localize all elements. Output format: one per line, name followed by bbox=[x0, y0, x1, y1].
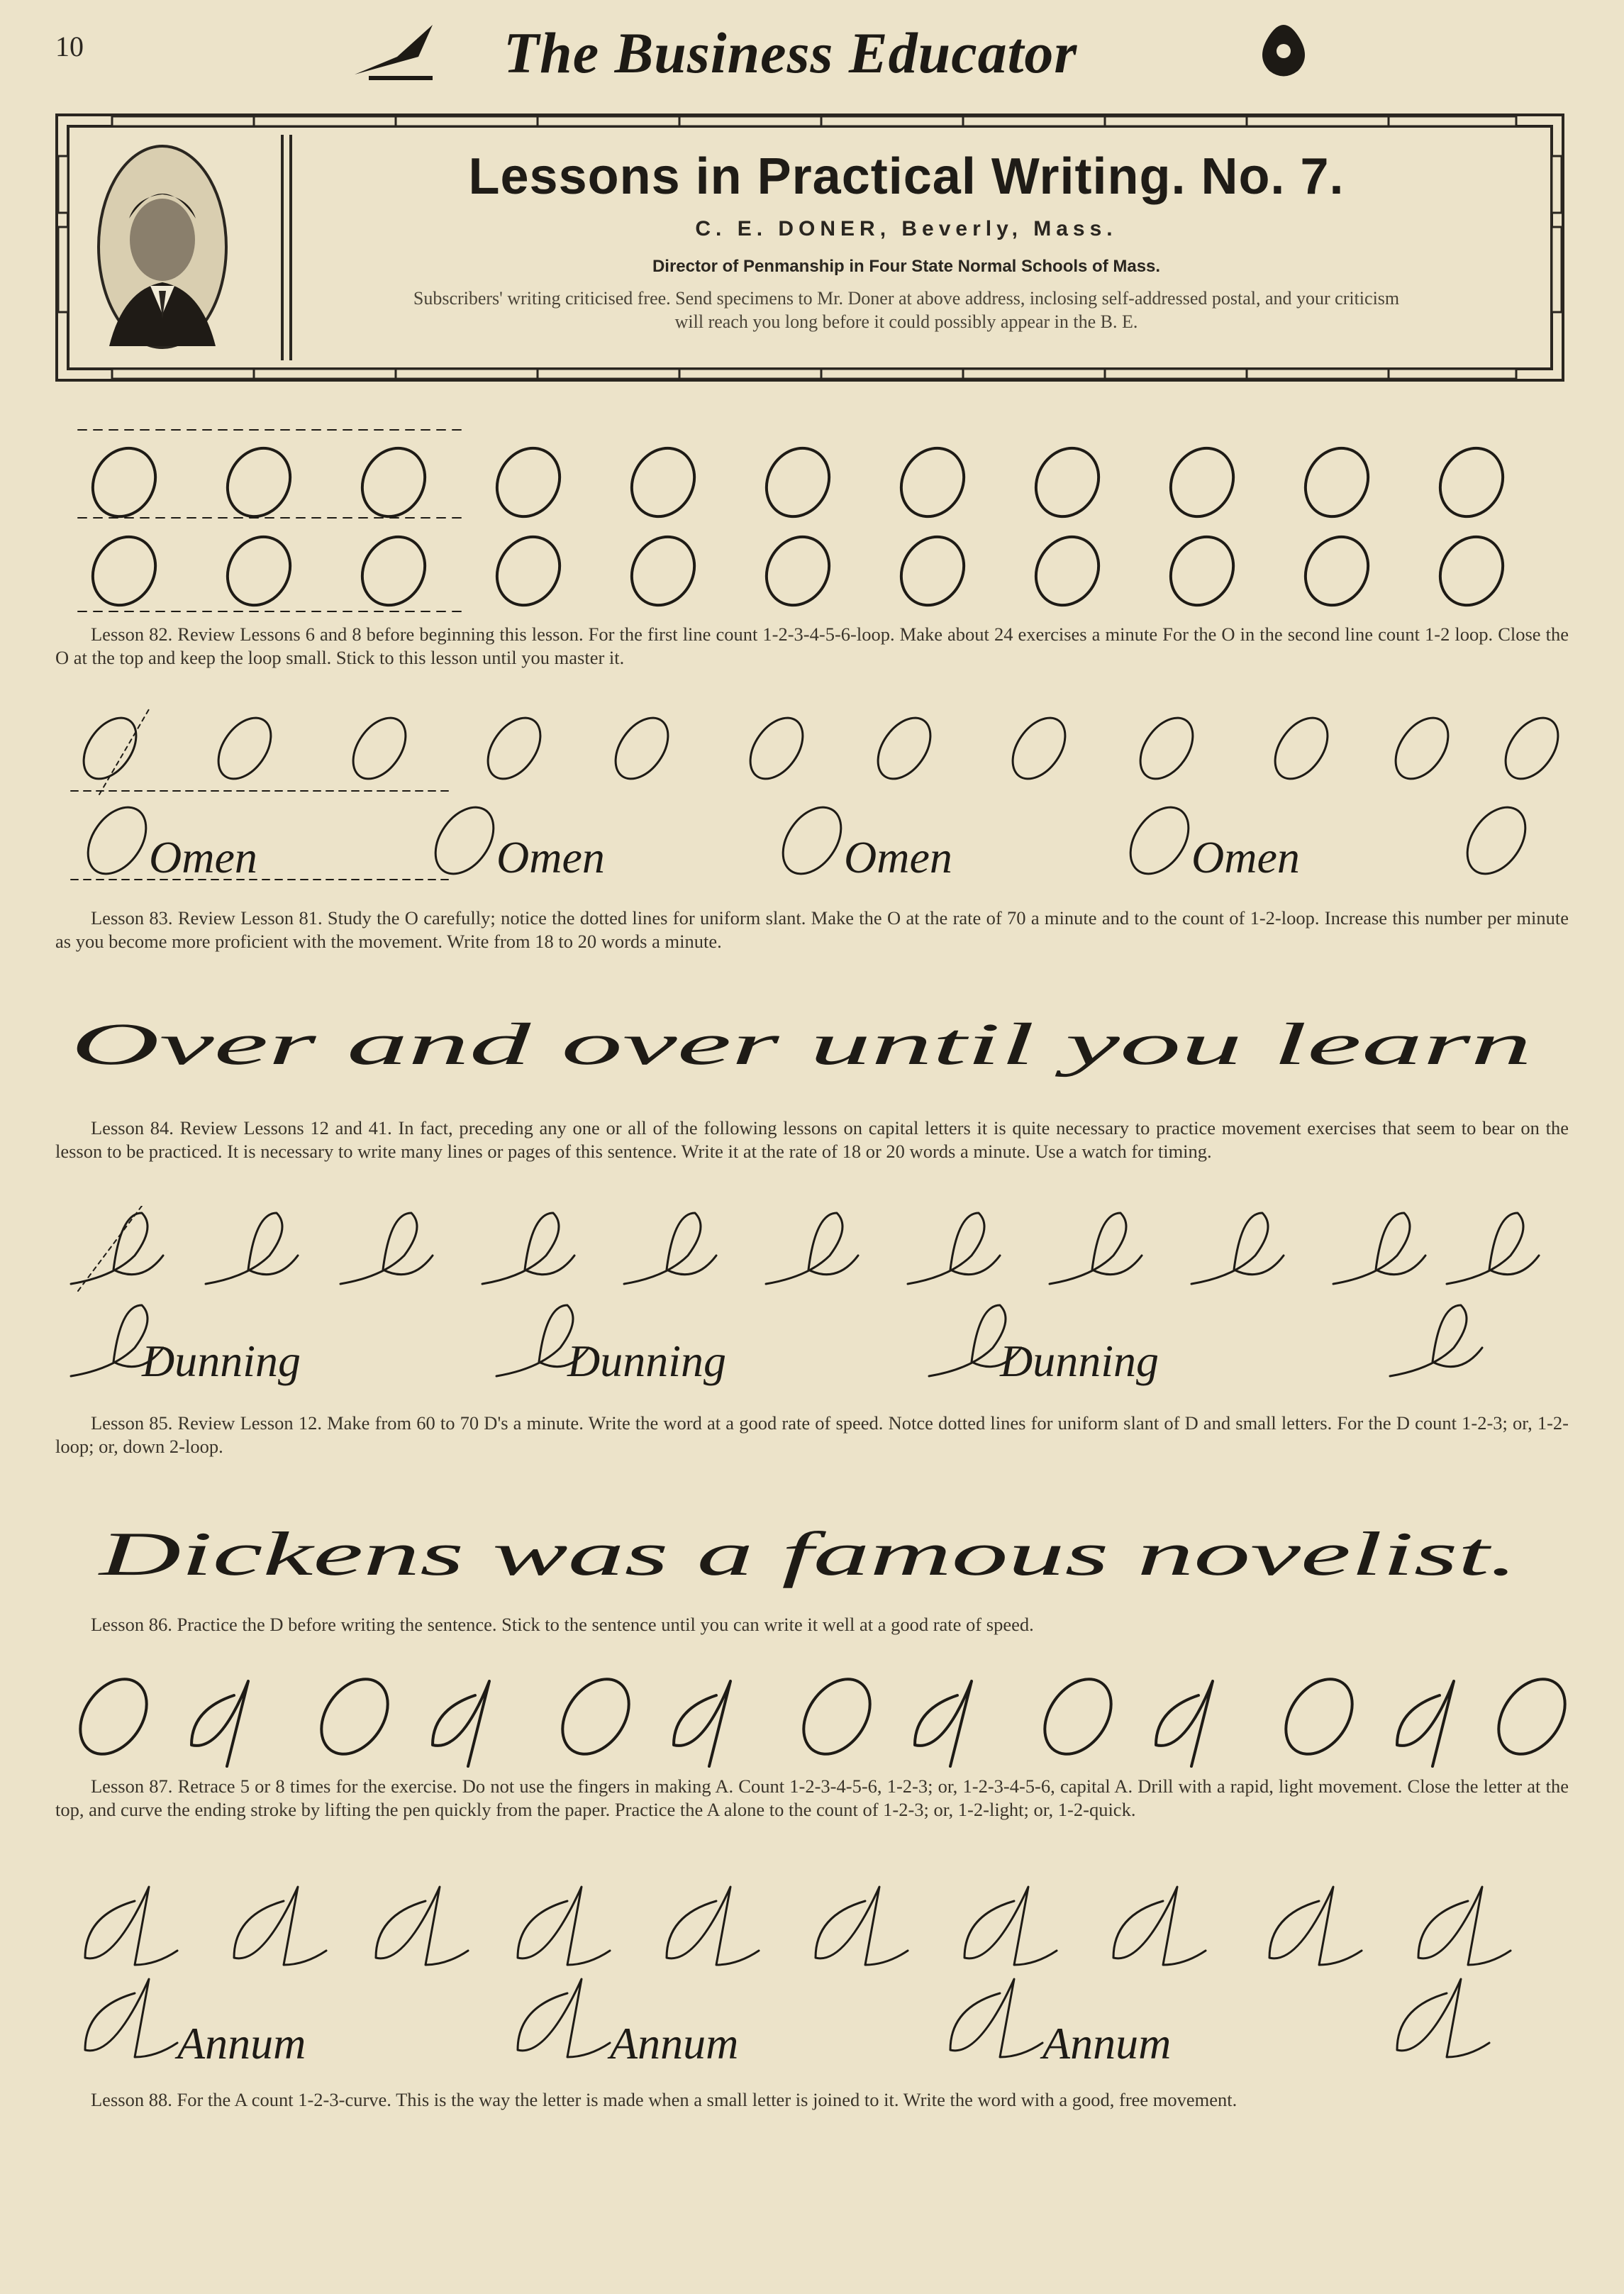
masthead-title: The Business Educator bbox=[504, 21, 1078, 85]
dunning-word-3: Dunning bbox=[1000, 1336, 1159, 1386]
lesson-header-box bbox=[55, 113, 1564, 382]
dunning-word-2: Dunning bbox=[567, 1336, 726, 1386]
lesson-82-specimen bbox=[57, 419, 1574, 617]
lesson-85-caption: Lesson 85. Review Lesson 12. Make from 60 to 70 D's a minute. Write the word at a good rate of speed. Notce dotted lines for uniform slant of D and small letters. For the D count 1-2-3; or, 1-2-loop; or, down 2-loop. bbox=[55, 1412, 1569, 1457]
lesson-86-specimen bbox=[57, 1483, 1574, 1617]
lesson-83-caption: Lesson 83. Review Lesson 81. Study the O carefully; notice the dotted lines for uniform slant. Make the O at the rate of 70 a minute and to the count of 1-2-loop. Increase this number per minute as you become more proficient with the movement. Write from 18 to 20 words a minute. bbox=[55, 907, 1569, 952]
director-line: Director of Penmanship in Four State Normal Schools of Mass. bbox=[652, 257, 1161, 276]
capital-a-exercise bbox=[57, 1873, 1574, 2078]
lesson-84-caption: Lesson 84. Review Lessons 12 and 41. In fact, preceding any one or all of the following lessons on capital letters it is quite necessary to practice movement exercises that seem to bear on the lesson to be practiced. It is necessary to write many lines or pages of this sentence. Write it at the rate of 18 or 20 words a minute. Use a watch for timing. bbox=[55, 1117, 1569, 1162]
retrace-o-a-exercise bbox=[57, 1660, 1574, 1773]
author-portrait bbox=[95, 140, 230, 353]
sentence-over-and-over bbox=[57, 979, 1574, 1099]
lesson-87-specimen bbox=[57, 1660, 1574, 1773]
capital-o-exercise bbox=[57, 702, 1574, 894]
lesson-86-caption: Lesson 86. Practice the D before writing the sentence. Stick to the sentence until you can write it well at a good rate of speed. bbox=[91, 1614, 1034, 1635]
omen-word-4: Omen bbox=[1191, 832, 1300, 882]
annum-word-1: Annum bbox=[177, 2018, 306, 2068]
dickens-sentence: Dickens was a famous novelist. bbox=[98, 1520, 1518, 1589]
lesson-87-caption: Lesson 87. Retrace 5 or 8 times for the exercise. Do not use the fingers in making A. Count 1-2-3-4-5-6, 1-2-3; or, 1-2-3-4-5-6, capital A. Drill with a rapid, light movement. Close the letter at the top, and curve the ending stroke by lifting the pen quickly from the paper. Practice the A alone to the count of 1-2-3; or, 1-2-light; or, 1-2-quick. bbox=[55, 1775, 1569, 1820]
omen-word-3: Omen bbox=[844, 832, 952, 882]
lesson-88-caption: Lesson 88. For the A count 1-2-3-curve. This is the way the letter is made when a small letter is joined to it. Write the word with a good, free movement. bbox=[91, 2089, 1238, 2110]
lesson-84-specimen bbox=[57, 979, 1574, 1099]
lesson-82-caption: Lesson 82. Review Lessons 6 and 8 before beginning this lesson. For the first line count 1-2-3-4-5-6-loop. Make about 24 exercises a minute For the O in the second line count 1-2 loop. Close the O at the top and keep the loop small. Stick to this lesson until you master it. bbox=[55, 624, 1569, 668]
sentence-dickens bbox=[57, 1483, 1574, 1617]
lesson-83-specimen bbox=[57, 702, 1574, 894]
lesson-88-specimen bbox=[57, 1873, 1574, 2078]
omen-word-2: Omen bbox=[496, 832, 605, 882]
dunning-word-1: Dunning bbox=[142, 1336, 301, 1386]
subscriber-note: Subscribers' writing criticised free. Send specimens to Mr. Doner at above address, inclosing self-addressed postal, and your criticism will reach you long before it could possibly appear in the B. E. bbox=[413, 288, 1400, 332]
capital-d-exercise bbox=[57, 1206, 1574, 1404]
lesson-85-specimen bbox=[57, 1206, 1574, 1404]
page-number: 10 bbox=[55, 31, 84, 62]
oval-o-exercise bbox=[57, 419, 1574, 617]
annum-word-2: Annum bbox=[610, 2018, 739, 2068]
annum-word-3: Annum bbox=[1042, 2018, 1172, 2068]
author-line: C. E. DONER, Beverly, Mass. bbox=[695, 217, 1118, 240]
over-and-over-sentence: Over and over until you learn bbox=[71, 1012, 1532, 1077]
page-title: Lessons in Practical Writing. No. 7. bbox=[468, 148, 1345, 205]
header-text bbox=[289, 148, 1523, 333]
omen-word-1: Omen bbox=[149, 832, 257, 882]
masthead bbox=[347, 7, 1326, 92]
